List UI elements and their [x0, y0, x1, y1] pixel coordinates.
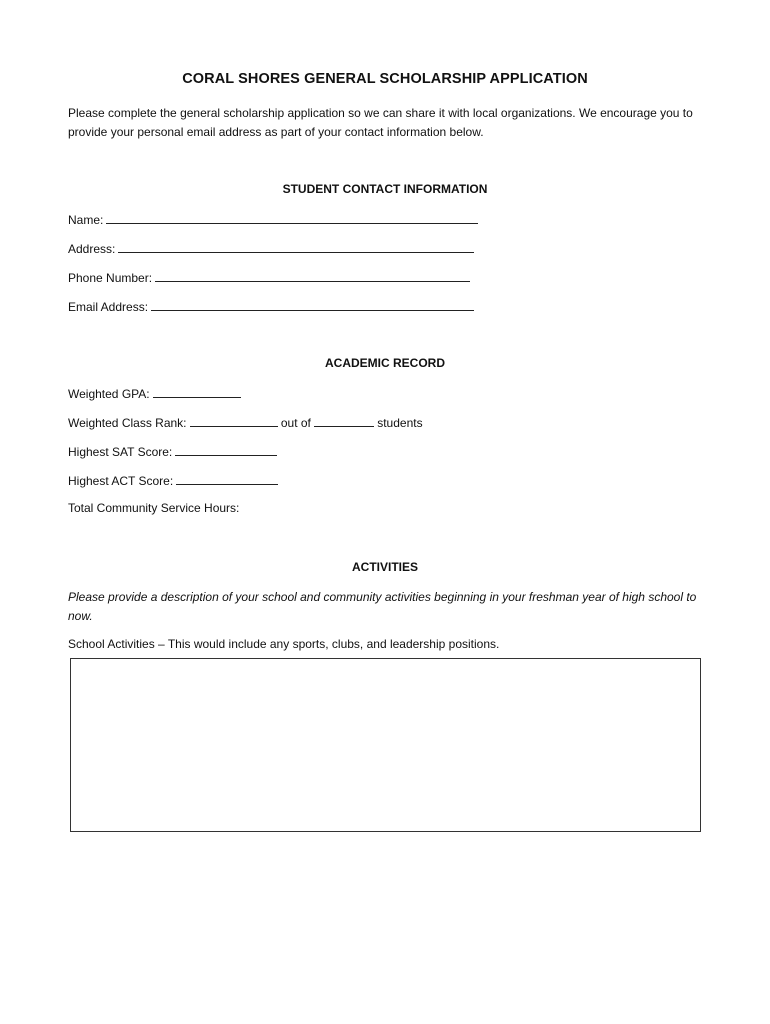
act-field [68, 472, 278, 488]
school-activities-textbox[interactable] [70, 658, 701, 832]
address-field [68, 240, 474, 256]
sat-blank[interactable] [175, 443, 277, 456]
phone-field [68, 269, 470, 285]
intro-paragraph: Please complete the general scholarship application so we can share it with local organizations. We encourage you to provide your personal email address as part of your contact information below. [68, 106, 693, 139]
gpa-blank[interactable] [153, 385, 241, 398]
address-blank[interactable] [118, 240, 474, 253]
class-rank-field [68, 414, 423, 430]
name-blank[interactable] [106, 211, 478, 224]
academic-heading: ACADEMIC RECORD [325, 356, 445, 370]
name-field [68, 211, 478, 227]
sat-label: Highest SAT Score: [68, 445, 173, 459]
class-rank-label: Weighted Class Rank: [68, 416, 187, 430]
service-hours-field [68, 501, 239, 515]
email-blank[interactable] [151, 298, 474, 311]
sat-field [68, 443, 277, 459]
out-of-label: out of [280, 416, 311, 430]
contact-heading: STUDENT CONTACT INFORMATION [282, 182, 488, 196]
activities-heading: ACTIVITIES [351, 560, 418, 574]
service-hours-label: Total Community Service Hours: [68, 501, 240, 515]
act-blank[interactable] [176, 472, 278, 485]
school-activities-label: School Activities – This would include any sports, clubs, and leadership positions. [68, 637, 500, 651]
email-field [68, 298, 474, 314]
address-label: Address: [68, 242, 116, 256]
class-rank-blank[interactable] [190, 414, 278, 427]
class-size-blank[interactable] [314, 414, 374, 427]
activities-instructions: Please provide a description of your school and community activities beginning in your freshman year of high school to now. [68, 590, 697, 623]
form-title: CORAL SHORES GENERAL SCHOLARSHIP APPLICATION [182, 71, 588, 87]
phone-label: Phone Number: [68, 271, 153, 285]
email-label: Email Address: [68, 300, 149, 314]
gpa-field [68, 385, 241, 401]
students-label: students [377, 416, 423, 430]
phone-blank[interactable] [155, 269, 470, 282]
gpa-label: Weighted GPA: [68, 387, 150, 401]
name-label: Name: [68, 213, 104, 227]
act-label: Highest ACT Score: [68, 474, 174, 488]
